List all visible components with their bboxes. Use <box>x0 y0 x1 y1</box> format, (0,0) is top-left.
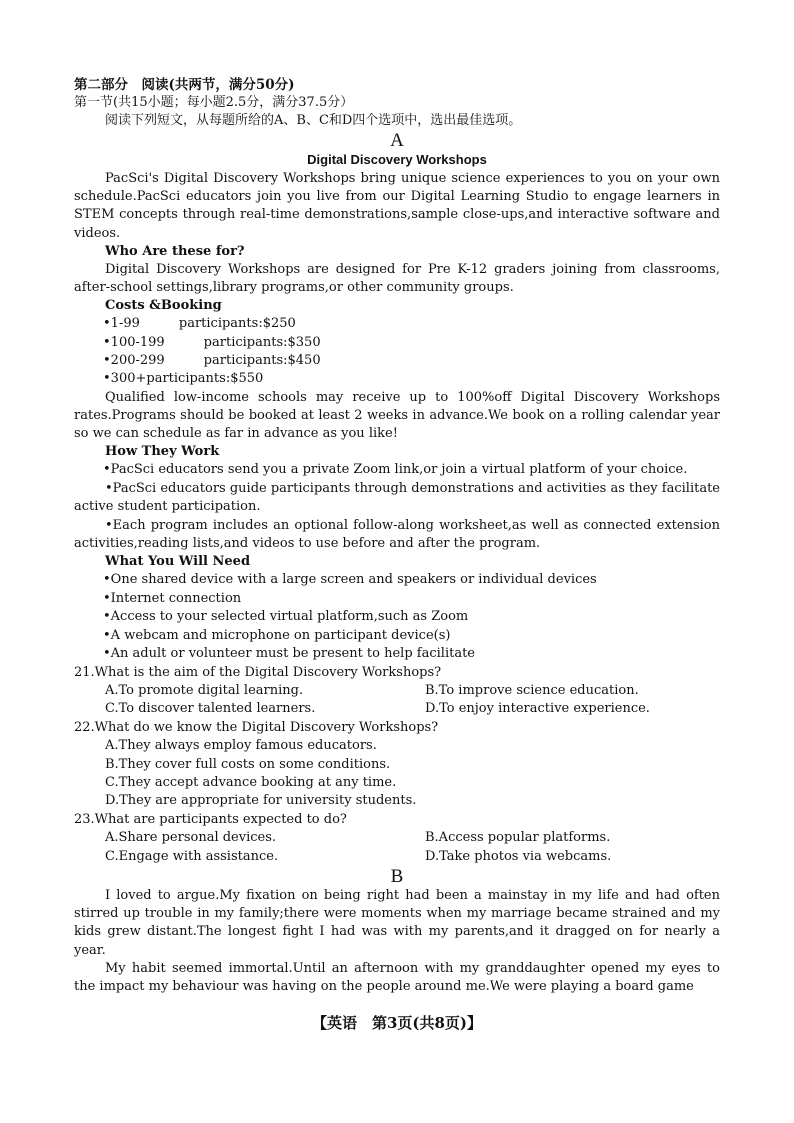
cost-item: •300+participants:$550 <box>103 371 264 387</box>
question-23-options-row-1 <box>105 829 720 847</box>
page-content <box>74 76 720 996</box>
passage-b-paragraph: I loved to argue.My fixation on being right had been a mainstay in my life and had often stirred up trouble in my family;there were moments when my marriage became strained and my kids grew distant.The longest fight I had was with my parents,and it dragged on for nearly a year. <box>74 887 720 958</box>
question-23-option-a[interactable]: A.Share personal devices. <box>105 830 277 846</box>
question-23-option-b[interactable]: B.Access popular platforms. <box>425 830 611 846</box>
question-23-stem: 23.What are participants expected to do? <box>74 811 347 827</box>
need-item: •A webcam and microphone on participant device(s) <box>103 627 451 643</box>
question-22-option-a[interactable]: A.They always employ famous educators. <box>105 738 377 754</box>
question-21-stem: 21.What is the aim of the Digital Discovery Workshops? <box>74 664 442 680</box>
question-22-option-d[interactable]: D.They are appropriate for university students. <box>105 793 417 809</box>
need-item: •Internet connection <box>103 590 242 606</box>
how-heading: How They Work <box>105 444 220 460</box>
cost-item: •1-99 participants:$250 <box>103 316 296 332</box>
need-item: •Access to your selected virtual platform,such as Zoom <box>103 609 469 625</box>
instruction-text: 阅读下列短文，从每题所给的A、B、C和D四个选项中，选出最佳选项。 <box>105 113 522 128</box>
who-heading: Who Are these for? <box>105 243 245 259</box>
question-23-options-row-2 <box>105 848 720 866</box>
question-21-options-row-2 <box>105 700 720 718</box>
question-22-stem: 22.What do we know the Digital Discovery Workshops? <box>74 719 439 735</box>
question-21-option-a[interactable]: A.To promote digital learning. <box>105 682 304 698</box>
question-22-option-c[interactable]: C.They accept advance booking at any time. <box>105 774 397 790</box>
need-item: •An adult or volunteer must be present to help facilitate <box>103 646 475 662</box>
passage-a-title: Digital Discovery Workshops <box>307 152 487 167</box>
how-item: •Each program includes an optional follow-along worksheet,as well as connected extension activities,reading lists,and videos to use before and after the program. <box>74 517 720 552</box>
how-item: •PacSci educators guide participants through demonstrations and activities as they facilitate active student participation. <box>74 480 720 515</box>
costs-text: Qualified low-income schools may receive up to 100%off Digital Discovery Workshops rates.Programs should be booked at least 2 weeks in advance.We book on a rolling calendar year so we can schedule as far in advance as you like! <box>74 389 720 442</box>
question-21-option-b[interactable]: B.To improve science education. <box>425 682 639 698</box>
passage-a-intro: PacSci's Digital Discovery Workshops bring unique science experiences to you on your own schedule.PacSci educators join you live from our Digital Learning Studio to engage learners in STEM concepts through real-time demonstrations,sample close-ups,and interactive software and videos. <box>74 171 720 241</box>
passage-b-paragraph: My habit seemed immortal.Until an afternoon with my granddaughter opened my eyes to the impact my behaviour was having on the people around me.We were playing a board game <box>74 960 720 994</box>
cost-item: •200-299 participants:$450 <box>103 353 321 369</box>
question-22-option-b[interactable]: B.They cover full costs on some conditions. <box>105 756 391 772</box>
question-21-options-row-1 <box>105 682 720 700</box>
costs-heading: Costs &Booking <box>105 298 222 314</box>
who-text: Digital Discovery Workshops are designed for Pre K-12 graders joining from classrooms, after-school settings,library programs,or other community groups. <box>74 261 720 296</box>
passage-b-letter: B <box>390 865 404 887</box>
question-23-option-d[interactable]: D.Take photos via webcams. <box>425 848 612 864</box>
page-footer: 【英语 第3页(共8页)】 <box>311 1014 483 1032</box>
how-item: •PacSci educators send you a private Zoom link,or join a virtual platform of your choice. <box>103 462 688 478</box>
passage-a-letter: A <box>390 130 404 151</box>
question-21-option-d[interactable]: D.To enjoy interactive experience. <box>425 701 650 717</box>
section-heading: 第一节(共15小题；每小题2.5分，满分37.5分） <box>74 95 354 110</box>
question-21-option-c[interactable]: C.To discover talented learners. <box>105 701 316 717</box>
need-item: •One shared device with a large screen and speakers or individual devices <box>103 572 597 588</box>
question-23-option-c[interactable]: C.Engage with assistance. <box>105 848 279 864</box>
cost-item: •100-199 participants:$350 <box>103 334 321 350</box>
need-heading: What You Will Need <box>105 554 251 570</box>
part-heading: 第二部分 阅读(共两节，满分50分) <box>74 77 295 93</box>
